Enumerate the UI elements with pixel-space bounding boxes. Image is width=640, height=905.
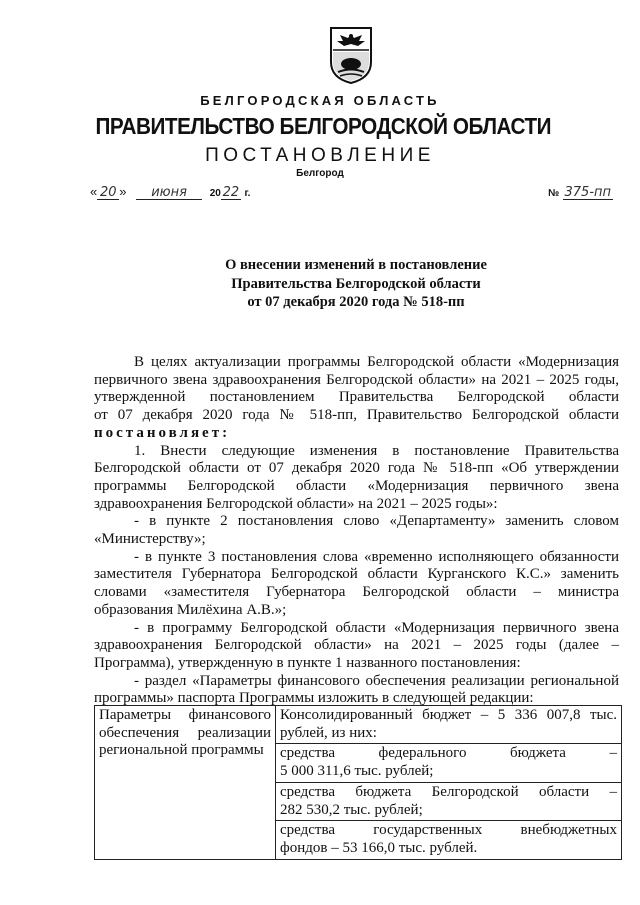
change-2-line: заместителя Губернатора Белгородской области Курганского К.С.» заменить	[94, 566, 619, 583]
date-year-unit: г.	[244, 188, 251, 199]
resolves-word: постановляет:	[94, 424, 231, 441]
government-name: ПРАВИТЕЛЬСТВО БЕЛГОРОДСКОЙ ОБЛАСТИ	[95, 113, 552, 139]
document-number	[548, 184, 613, 200]
city-name: Белгород	[296, 168, 344, 179]
financing-table	[94, 705, 622, 860]
change-3-line: Программа), утвержденную в пункте 1 названного постановления:	[94, 654, 521, 671]
item-1-line: Белгородской области от 07 декабря 2020 года № 518-пп «Об утверждении	[94, 460, 619, 477]
document-date	[90, 184, 250, 200]
date-year-suffix: 22	[222, 185, 240, 200]
change-2-line: - в пункте 3 постановления слова «временно исполняющего обязанности	[134, 548, 619, 565]
region-name: БЕЛГОРОДСКАЯ ОБЛАСТЬ	[200, 93, 440, 108]
change-1-line: «Министерству»;	[94, 531, 206, 548]
item-1-line: здравоохранения Белгородской области» на 2021 – 2025 годы»:	[94, 495, 498, 512]
date-year-prefix: 20	[209, 188, 221, 199]
number-label: №	[548, 188, 560, 199]
date-close-quote: »	[119, 184, 127, 199]
item-1-line: программы Белгородской области «Модернизация первичного звена	[94, 477, 619, 494]
change-3-line: - в программу Белгородской области «Модернизация первичного звена	[134, 619, 619, 636]
change-2-line: словами «заместителя Губернатора Белгородской области – министра	[94, 584, 619, 601]
regional-budget-cell: средства бюджета Белгородской области – 282 530,2 тыс. рублей;	[276, 782, 622, 820]
coat-of-arms-emblem	[328, 26, 374, 84]
preamble-line: утвержденной постановлением Правительства Белгородской области	[94, 389, 619, 406]
consolidated-budget-cell: Консолидированный бюджет – 5 336 007,8 тыс. рублей, из них:	[276, 706, 622, 744]
title-line: О внесении изменений в постановление	[225, 257, 487, 273]
title-line: Правительства Белгородской области	[231, 275, 481, 292]
change-1-line: - в пункте 2 постановления слово «Департаменту» заменить словом	[134, 513, 619, 530]
table-row	[95, 706, 622, 744]
date-open-quote: «	[90, 184, 98, 199]
title-line: от 07 декабря 2020 года № 518-пп	[247, 294, 465, 310]
date-day: 20	[97, 186, 119, 200]
item-1-line: 1. Внести следующие изменения в постановление Правительства	[134, 442, 619, 459]
federal-budget-cell: средства федерального бюджета – 5 000 311,6 тыс. рублей;	[276, 744, 622, 782]
extrabudgetary-funds-cell: средства государственных внебюджетных фондов – 53 166,0 тыс. рублей.	[276, 821, 622, 859]
date-month: июня	[136, 186, 202, 200]
change-4-line: - раздел «Параметры финансового обеспечения реализации региональной	[134, 672, 619, 689]
change-2-line: образования Милёхина А.В.»;	[94, 601, 287, 618]
document-type: ПОСТАНОВЛЕНИЕ	[205, 145, 435, 166]
document-title	[0, 256, 640, 312]
preamble-line: от 07 декабря 2020 года № 518-пп, Правительство Белгородской области	[94, 407, 619, 424]
preamble-line: первичного звена здравоохранения Белгородской области» на 2021 – 2025 годы,	[94, 371, 619, 388]
preamble-line: В целях актуализации программы Белгородской области «Модернизация	[134, 354, 619, 370]
document-body	[94, 354, 619, 708]
change-4-line: программы» паспорта Программы изложить в следующей редакции:	[94, 690, 534, 707]
change-3-line: здравоохранения Белгородской области» на 2021 – 2025 годы (далее –	[94, 637, 619, 654]
number-value: 375-пп	[564, 185, 612, 200]
financing-parameters-label: Параметры финансового обеспечения реализации региональной программы	[95, 706, 276, 860]
